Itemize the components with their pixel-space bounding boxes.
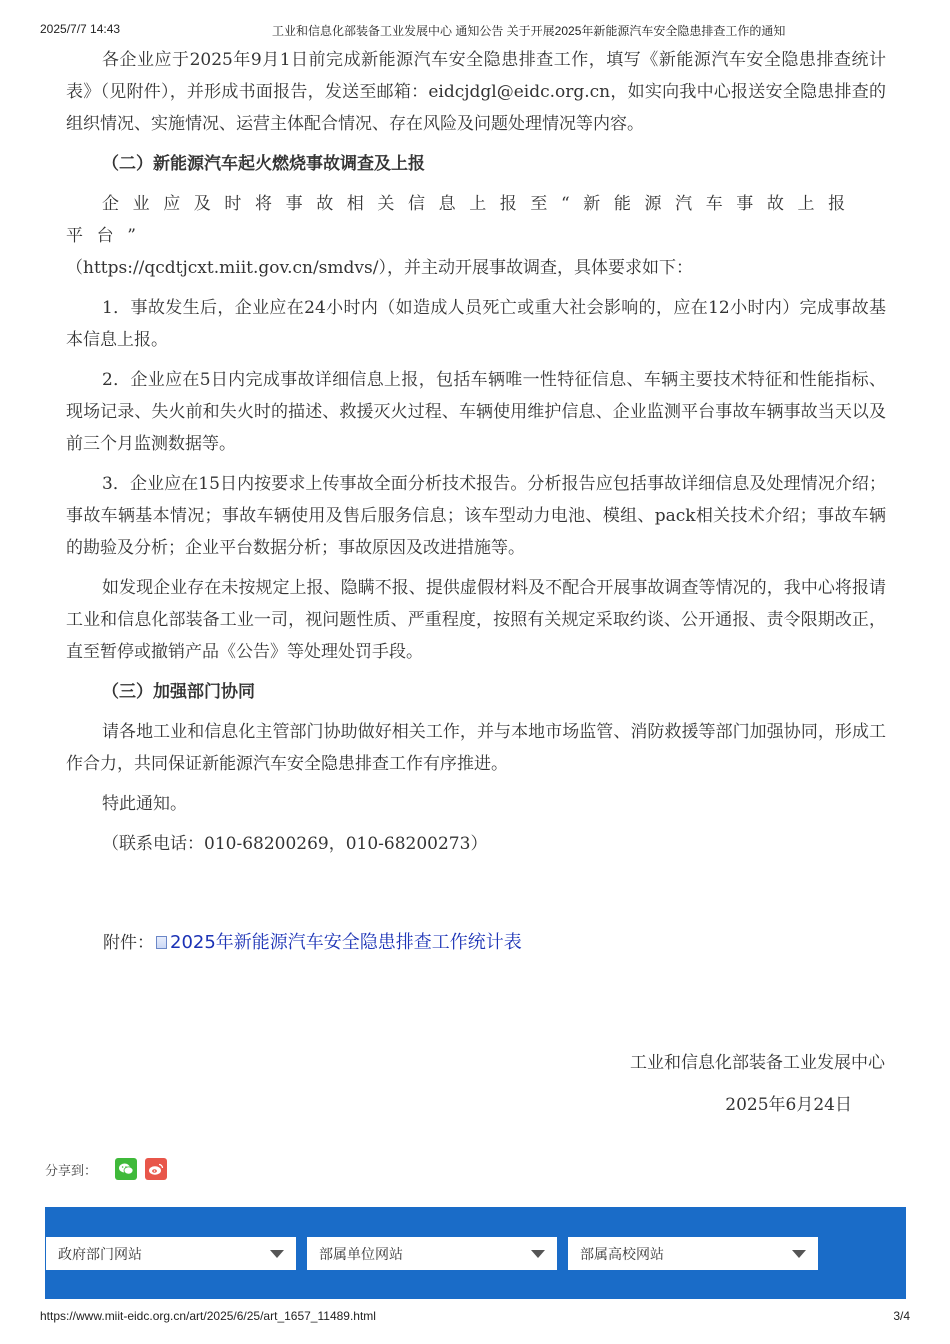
footer-links-bar: [45, 1207, 906, 1299]
paragraph-coordination: 请各地工业和信息化主管部门协助做好相关工作，并与本地市场监管、消防救援等部门加强协同，形成工作合力，共同保证新能源汽车安全隐患排查工作有序推进。: [66, 722, 886, 774]
section-heading-department-coordination: （三）加强部门协同: [102, 682, 255, 702]
list-item-requirement-3: 3．企业应在15日内按要求上传事故全面分析技术报告。分析报告应包括事故详细信息及处理情况介绍；事故车辆基本情况；事故车辆使用及售后服务信息；该车型动力电池、模组、pack相关技术介绍；事故车辆的勘验及分析；企业平台数据分析；事故原因及改进措施等。: [66, 474, 886, 558]
select-affiliated-units-label: 部属单位网站: [319, 1246, 403, 1263]
chevron-down-icon: [531, 1250, 545, 1258]
attachment-link[interactable]: 2025年新能源汽车安全隐患排查工作统计表: [170, 932, 522, 953]
file-icon: [156, 936, 167, 949]
wechat-icon[interactable]: [115, 1158, 137, 1180]
select-government-sites[interactable]: [46, 1237, 296, 1270]
print-header: [40, 22, 910, 42]
paragraph-accident-platform-line2: （https://qcdtjcxt.miit.gov.cn/smdvs/），并主动开展事故调查，具体要求如下：: [66, 258, 693, 278]
select-government-sites-label: 政府部门网站: [58, 1246, 142, 1263]
attachment-row: [103, 928, 522, 954]
print-datetime: 2025/7/7 14:43: [40, 22, 121, 36]
paragraph-penalties: 如发现企业存在未按规定上报、隐瞒不报、提供虚假材料及不配合开展事故调查等情况的，我中心将报请工业和信息化部装备工业一司，视问题性质、严重程度，按照有关规定采取约谈、公开通报、责令限期改正，直至暂停或撤销产品《公告》等处理处罚手段。: [66, 578, 886, 662]
page-number: 3/4: [893, 1309, 910, 1323]
list-item-requirement-2: 2．企业应在5日内完成事故详细信息上报，包括车辆唯一性特征信息、车辆主要技术特征和性能指标、现场记录、失火前和失火时的描述、救援灭火过程、车辆使用维护信息、企业监测平台事故车辆事故当天以及前三个月监测数据等。: [66, 370, 886, 454]
print-url: https://www.miit-eidc.org.cn/art/2025/6/25/art_1657_11489.html: [40, 1309, 376, 1323]
print-title: 工业和信息化部装备工业发展中心 通知公告 关于开展2025年新能源汽车安全隐患排查工作的通知: [272, 24, 786, 38]
chevron-down-icon: [792, 1250, 806, 1258]
article-body: [66, 44, 886, 868]
signature-date: 2025年6月24日: [725, 1095, 852, 1115]
chevron-down-icon: [270, 1250, 284, 1258]
share-bar: [45, 1158, 167, 1180]
contact-phone: （联系电话：010-68200269，010-68200273）: [102, 834, 488, 854]
share-label: 分享到：: [45, 1162, 98, 1178]
section-heading-accident-investigation: （二）新能源汽车起火燃烧事故调查及上报: [102, 154, 425, 174]
weibo-icon[interactable]: [145, 1158, 167, 1180]
paragraph-accident-platform-line1: 企业应及时将事故相关信息上报至“新能源汽车事故上报平台”: [66, 194, 859, 246]
attachment-label: 附件：: [103, 933, 154, 953]
closing-notice: 特此通知。: [102, 794, 187, 814]
paragraph-reporting-deadline: 各企业应于2025年9月1日前完成新能源汽车安全隐患排查工作，填写《新能源汽车安全隐患排查统计表》（见附件），并形成书面报告，发送至邮箱：eidcjdgl@eidc.org.cn，如实向我中心报送安全隐患排查的组织情况、实施情况、运营主体配合情况、存在风险及问题处理情况等内容。: [66, 50, 886, 134]
select-affiliated-units[interactable]: [307, 1237, 557, 1270]
list-item-requirement-1: 1．事故发生后，企业应在24小时内（如造成人员死亡或重大社会影响的，应在12小时内）完成事故基本信息上报。: [66, 298, 886, 350]
select-affiliated-universities-label: 部属高校网站: [580, 1246, 664, 1263]
select-affiliated-universities[interactable]: [568, 1237, 818, 1270]
signature-organization: 工业和信息化部装备工业发展中心: [630, 1053, 885, 1073]
